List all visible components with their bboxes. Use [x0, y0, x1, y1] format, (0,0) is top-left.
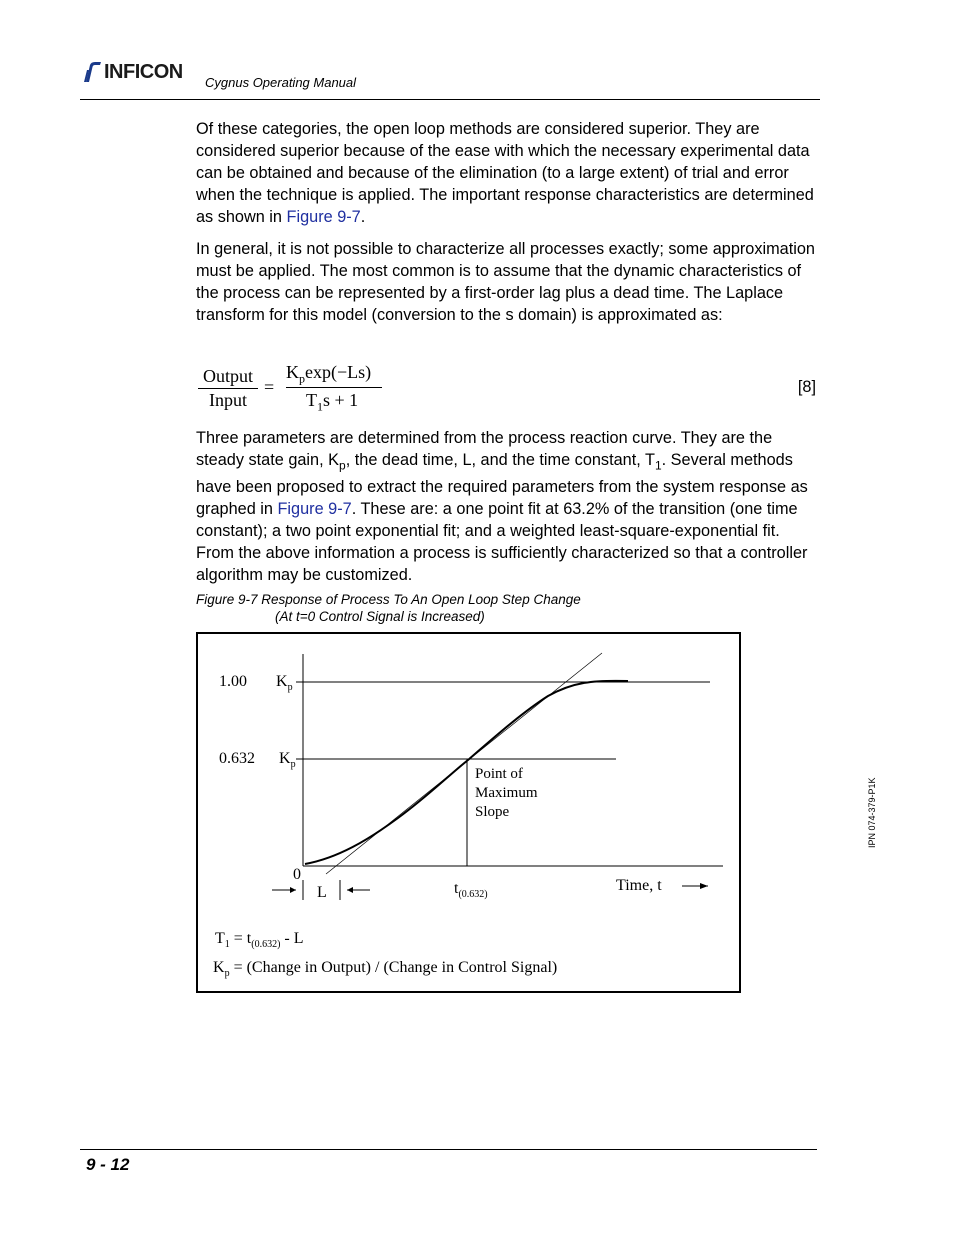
formula-gain: $K_p$ = (Change in Output) / (Change in Control Signal): [213, 959, 558, 980]
formula-time-constant: $T_1 = t_{(0.632)} - L$: [215, 930, 304, 951]
l-arrow-left-head: [290, 887, 296, 893]
transfer-function-equation: [198, 362, 818, 414]
label-1-00: 1.00: [219, 673, 247, 690]
paragraph-1-text: Of these categories, the open loop methods are considered superior. They are considered superior because of the ease with which the necessary experimental data can be obtained and because of the elimination (to a large extent) of trial and error when the technique is applied. The important response characteristics are determined as shown in: [196, 120, 814, 226]
header-rule: [80, 99, 820, 100]
label-origin: 0: [293, 866, 301, 883]
l-arrow-right-head: [347, 887, 353, 893]
inficon-logo: [82, 60, 183, 84]
label-dead-time: L: [317, 884, 327, 901]
time-arrow-head: [700, 883, 708, 889]
eq-rhs-numerator: $K_p\exp(-Ls)$: [286, 362, 372, 386]
label-kp-mid: $K_p$: [279, 750, 296, 771]
label-t0632: $t_{(0.632)}$: [454, 880, 488, 901]
page-number: 9 - 12: [86, 1155, 130, 1174]
manual-title: Cygnus Operating Manual: [205, 75, 357, 90]
paragraph-1: [196, 118, 816, 228]
eq-lhs-denominator: Input: [209, 390, 247, 410]
inficon-logo-mark-icon: [82, 61, 102, 83]
eq-rhs-denominator: $T_1s + 1$: [306, 390, 359, 414]
eq-rhs-bar: [286, 387, 382, 388]
paragraph-2: In general, it is not possible to characterize all processes exactly; some approximation must be applied. The most common is to assume that the dynamic characteristics of the process can be represented by a first-order lag plus a dead time. The Laplace transform for this model (conversion to the s domain) is approximated as:: [196, 240, 815, 324]
label-0-632: 0.632: [219, 750, 255, 767]
figure-9-7-link[interactable]: Figure 9-7: [286, 208, 361, 226]
figure-caption-subtitle: (At t=0 Control Signal is Increased): [275, 609, 485, 624]
figure-9-7-link-2[interactable]: Figure 9-7: [277, 500, 352, 519]
paragraph-1-end: .: [360, 208, 366, 226]
ipn-label: IPN 074-379-P1K: [867, 777, 877, 848]
eq-lhs-numerator: Output: [202, 366, 253, 386]
footer-rule: [80, 1149, 817, 1150]
equation-number: [8]: [797, 378, 816, 396]
label-point-of-max-slope: Point of Maximum Slope: [475, 766, 538, 820]
ipn-container: [867, 777, 879, 928]
label-kp-top: $K_p$: [276, 673, 293, 694]
eq-lhs-bar: [198, 388, 258, 389]
figure-caption: Figure 9-7 Response of Process To An Open Loop Step Change: [196, 592, 581, 607]
paragraph-3: Three parameters are determined from the process reaction curve. They are the steady state gain, $K_p$, the dead time, L, and the time constant, $T_1$. Several methods have been proposed to extract the required parameters from the system response as graphed in Figure 9-7. These are: a one point fit at 63.2% of the transition (one time constant); a two point exponential fit; and a weighted least-square-exponential fit. From the above information a process is sufficiently characterized so that a controller algorithm may be customized.: [196, 429, 808, 585]
eq-equals: =: [264, 377, 275, 397]
brand-name: INFICON: [104, 60, 183, 83]
figure-9-7: [196, 632, 741, 993]
label-time: Time, t: [616, 877, 662, 894]
